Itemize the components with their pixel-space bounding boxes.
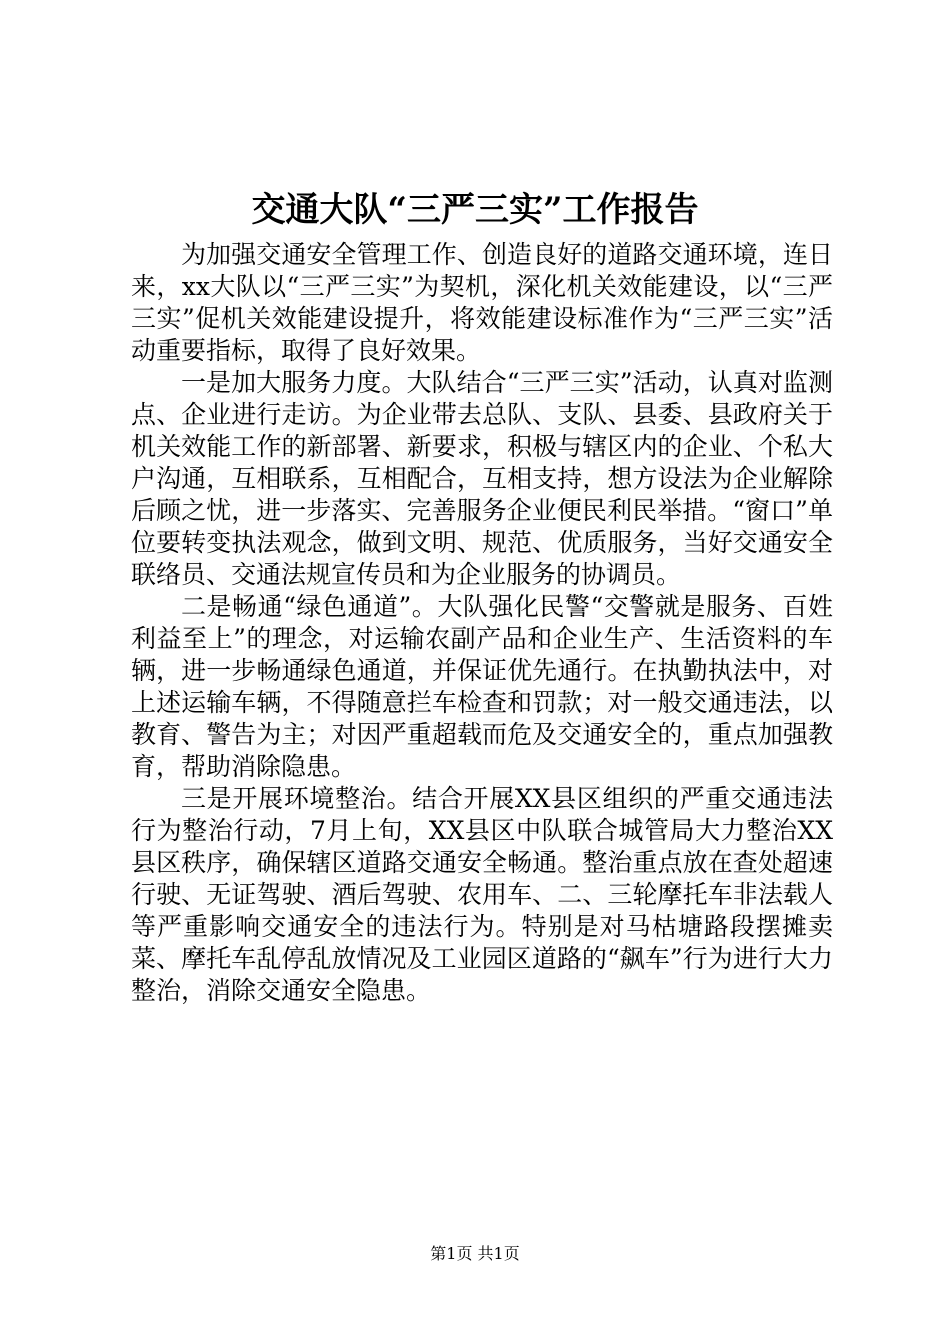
paragraph-service: 一是加大服务力度。大队结合“三严三实”活动，认真对监测点、企业进行走访。为企业带去总队、支队、县委、县政府关于机关效能工作的新部署、新要求，积极与辖区内的企业、个私大户沟通，互相联系，互相配合，互相支持，想方设法为企业解除后顾之忧，进一步落实、完善服务企业便民利民举措。“窗口”单位要转变执法观念，做到文明、规范、优质服务，当好交通安全联络员、交通法规宣传员和为企业服务的协调员。 (131, 368, 833, 589)
paragraph-intro: 为加强交通安全管理工作、创造良好的道路交通环境，连日来，xx大队以“三严三实”为契机，深化机关效能建设，以“三严三实”促机关效能建设提升，将效能建设标准作为“三严三实”活动重要指标，取得了良好效果。 (131, 240, 833, 365)
paragraph-environment: 三是开展环境整治。结合开展XX县区组织的严重交通违法行为整治行动，7月上旬，XX县区中队联合城管局大力整治XX县区秩序，确保辖区道路交通安全畅通。整治重点放在查处超速行驶、无证驾驶、酒后驾驶、农用车、二、三轮摩托车非法载人等严重影响交通安全的违法行为。特别是对马枯塘路段摆摊卖菜、摩托车乱停乱放情况及工业园区道路的“飙车”行为进行大力整治，消除交通安全隐患。 (131, 784, 833, 1005)
page-footer: 第1页 共1页 (430, 1244, 520, 1263)
document-body (131, 239, 833, 1007)
document-title: 交通大队“三严三实”工作报告 (251, 190, 699, 230)
paragraph-green-channel: 二是畅通“绿色通道”。大队强化民警“交警就是服务、百姓利益至上”的理念，对运输农副产品和企业生产、生活资料的车辆，进一步畅通绿色通道，并保证优先通行。在执勤执法中，对上述运输车辆，不得随意拦车检查和罚款；对一般交通违法，以教育、警告为主；对因严重超载而危及交通安全的，重点加强教育，帮助消除隐患。 (131, 592, 833, 781)
